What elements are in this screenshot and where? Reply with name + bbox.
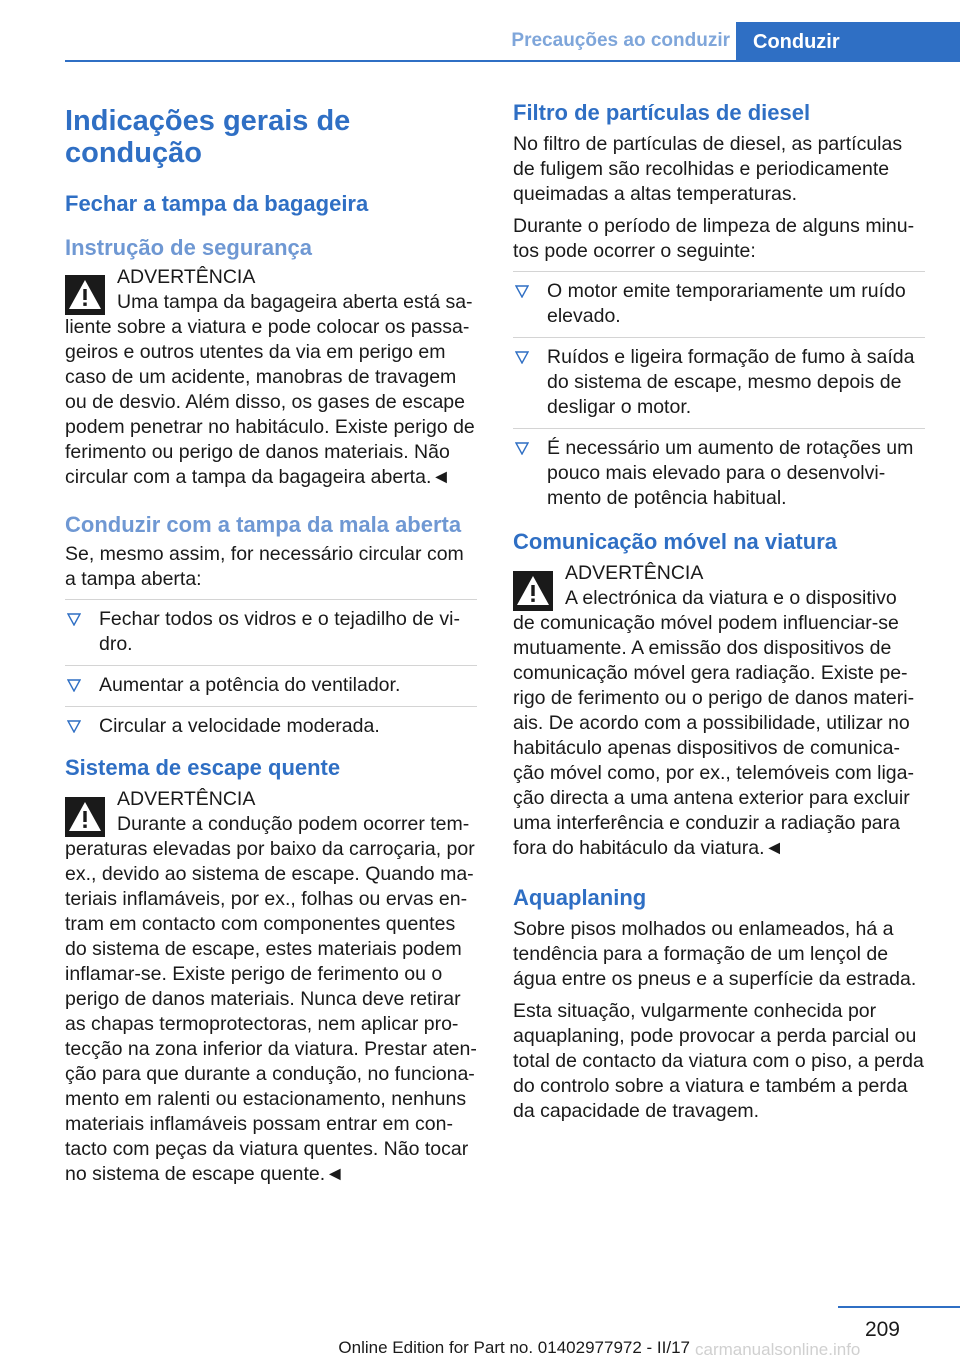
list-separator: [65, 706, 477, 707]
right-column: [513, 100, 925, 1131]
list-item: [65, 714, 477, 739]
list-item: [513, 279, 925, 329]
diesel-filter-heading: Filtro de partículas de diesel: [513, 100, 811, 125]
diesel-filter-paragraph: Durante o período de limpeza de alguns minu-tos pode ocorrer o seguinte:: [513, 215, 915, 262]
open-trunk-list: [65, 599, 477, 739]
page-number: 209: [864, 1318, 900, 1341]
warning-triangle-icon: [65, 275, 105, 315]
warning-triangle-icon: [65, 797, 105, 837]
warning-trunk: [65, 265, 477, 490]
list-item: [513, 436, 925, 511]
warning-text-first-line: Durante a condução podem ocorrer tem-: [117, 813, 470, 835]
mobile-communication-heading: Comunicação móvel na viatura: [513, 529, 837, 554]
warning-text: liente sobre a viatura e pode colocar os passa-geiros e outros utentes da via em perigo em caso de um acidente, manobras de travagem ou de desvio. Além disso, os gases de escape podem penetrar no habitáculo. Existe perigo de ferimento ou perigo de danos materiais. Não circular com a tampa da bagageira aberta.◄: [65, 316, 475, 488]
safety-heading: Instrução de segurança: [65, 235, 312, 260]
list-item: [65, 673, 477, 698]
open-trunk-intro: Se, mesmo assim, for necessário circular com a tampa aberta:: [65, 543, 464, 590]
aquaplaning-paragraph: Sobre pisos molhados ou enlameados, há a tendência para a formação de um lençol de água entre os pneus e a superfície da estrada.: [513, 918, 917, 990]
list-separator: [513, 337, 925, 338]
header-section-title: Precauções ao conduzir: [511, 30, 730, 51]
header-rule: [65, 60, 960, 62]
open-trunk-heading: Conduzir com a tampa da mala aberta: [65, 512, 462, 537]
list-separator: [65, 599, 477, 600]
list-item: [65, 607, 477, 657]
list-item-text: O motor emite temporariamente um ruído elevado.: [547, 280, 906, 327]
page-header: [0, 0, 960, 62]
triangle-bullet-icon: [515, 351, 529, 364]
list-item-text: Ruídos e ligeira formação de fumo à saída do sistema de escape, mesmo depois de desligar o motor.: [547, 346, 915, 418]
warning-mobile: [513, 561, 925, 861]
warning-triangle-icon: [513, 571, 553, 611]
list-separator: [65, 665, 477, 666]
edition-footer: Online Edition for Part no. 01402977972 - II/17: [338, 1338, 690, 1357]
triangle-bullet-icon: [67, 679, 81, 692]
watermark: carmanualsonline.info: [695, 1340, 861, 1359]
warning-text-first-line: Uma tampa da bagageira aberta está sa-: [117, 291, 473, 313]
exhaust-heading: Sistema de escape quente: [65, 755, 341, 780]
diesel-filter-paragraph: No filtro de partículas de diesel, as partículas de fuligem são recolhidas e periodicamente queimadas a altas temperaturas.: [513, 133, 903, 205]
warning-label: ADVERTÊNCIA: [117, 266, 256, 288]
aquaplaning-heading: Aquaplaning: [513, 885, 647, 910]
aquaplaning-paragraph: Esta situação, vulgarmente conhecida por aquaplaning, pode provocar a perda parcial ou total de contacto da viatura com o piso, a perda do controlo sobre a viatura e também a perda da capacidade de travagem.: [513, 1000, 924, 1122]
list-item-text: Fechar todos os vidros e o tejadilho de vi-dro.: [99, 608, 460, 655]
diesel-filter-list: [513, 271, 925, 511]
triangle-bullet-icon: [515, 442, 529, 455]
list-separator: [513, 428, 925, 429]
warning-label: ADVERTÊNCIA: [117, 788, 256, 810]
trunk-heading: Fechar a tampa da bagageira: [65, 191, 369, 216]
list-item: [513, 345, 925, 420]
list-item-text: Circular a velocidade moderada.: [99, 715, 380, 737]
warning-label: ADVERTÊNCIA: [565, 562, 704, 584]
warning-text: peraturas elevadas por baixo da carroçaria, por ex., devido ao sistema de escape. Quando ma-teriais inflamáveis, por ex., folhas ou ervas en-tram em contacto com componentes quentes do sistema de escape, estes materiais podem inflamar-se. Existe perigo de ferimento ou o perigo de danos materiais. Nunca deve retirar as chapas termoprotectoras, nem aplicar pro-tecção na zona inferior da viatura. Prestar aten-ção para que durante a condução, no funciona-mento em ralenti ou estacionamento, nenhuns materiais inflamáveis possam entrar em con-tacto com peças da viatura quentes. Não tocar no sistema de escape quente.◄: [65, 838, 477, 1185]
page-title: Indicações gerais de condução: [65, 105, 351, 169]
header-chapter-tab: Conduzir: [736, 22, 960, 62]
left-column: [65, 100, 477, 1195]
list-item-text: Aumentar a potência do ventilador.: [99, 674, 401, 696]
triangle-bullet-icon: [67, 613, 81, 626]
footer-rule: [838, 1306, 960, 1308]
list-item-text: É necessário um aumento de rotações um pouco mais elevado para o desenvolvi-mento de potência habitual.: [547, 437, 914, 509]
list-separator: [513, 271, 925, 272]
triangle-bullet-icon: [67, 720, 81, 733]
warning-text: de comunicação móvel podem influenciar-se mutuamente. A emissão dos dispositivos de comunicação móvel gera radiação. Existe pe-rigo de ferimento ou o perigo de danos materi-ais. De acordo com a possibilidade, utilizar no habitáculo apenas dispositivos de comunica-ção móvel como, por ex., telemóveis com liga-ção directa a uma antena exterior para excluir uma interferência e conduzir a radiação para fora do habitáculo da viatura.◄: [513, 612, 915, 859]
warning-exhaust: [65, 787, 477, 1187]
warning-text-first-line: A electrónica da viatura e o dispositivo: [565, 587, 897, 609]
triangle-bullet-icon: [515, 285, 529, 298]
